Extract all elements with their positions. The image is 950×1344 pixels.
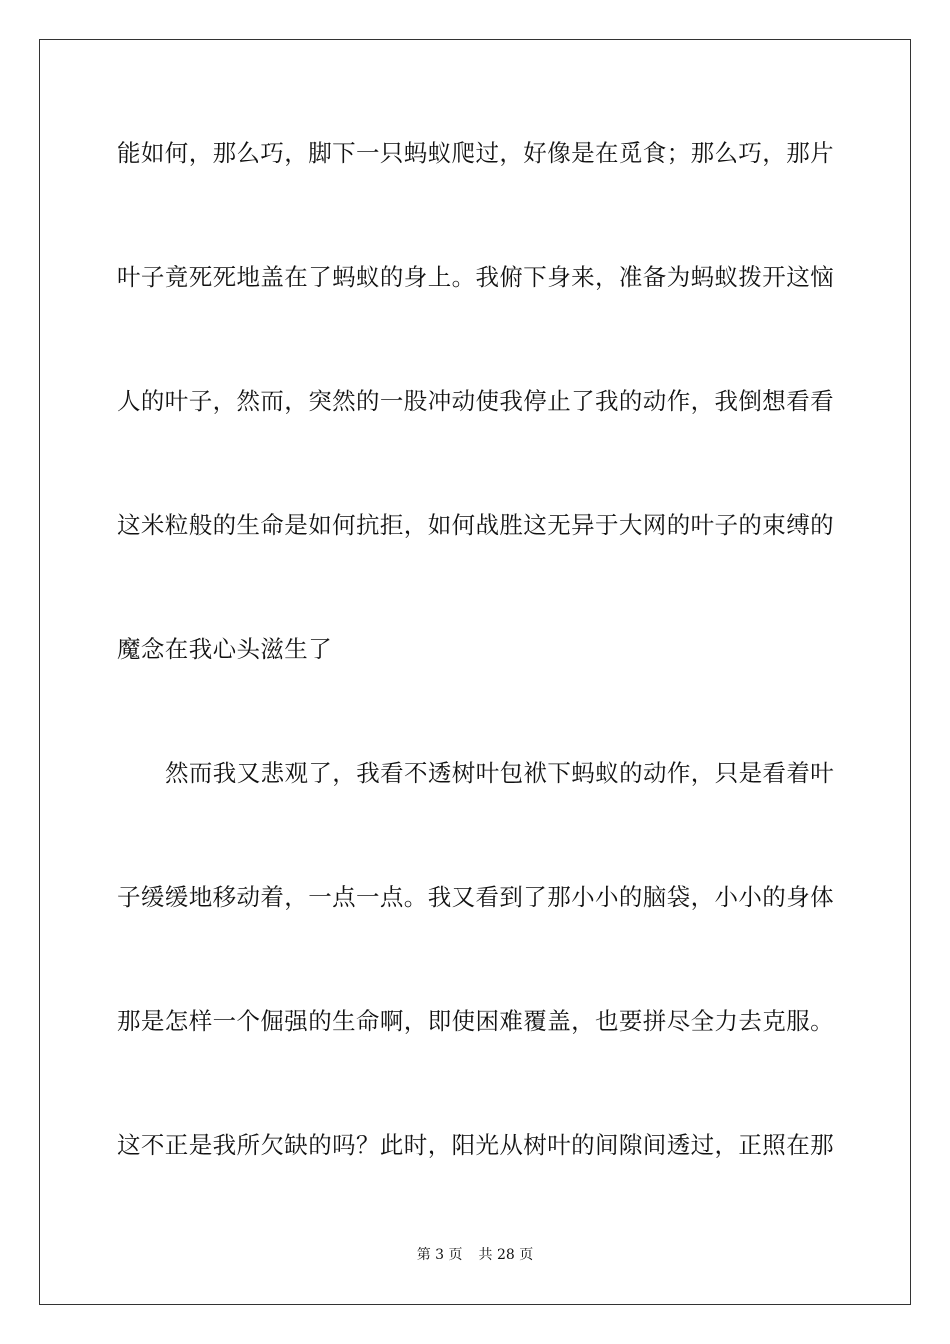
page-footer bbox=[0, 1246, 950, 1264]
text-line-1: 能如何，那么巧，脚下一只蚂蚁爬过，好像是在觅食；那么巧，那片 bbox=[117, 139, 834, 167]
page-total: 共 28 页 bbox=[478, 1247, 534, 1263]
text-line-8: 那是怎样一个倔强的生命啊，即使困难覆盖，也要拼尽全力去克服。 bbox=[117, 1007, 834, 1035]
text-line-7: 子缓缓地移动着，一点一点。我又看到了那小小的脑袋，小小的身体 bbox=[117, 883, 834, 911]
text-line-9: 这不正是我所欠缺的吗？此时，阳光从树叶的间隙间透过，正照在那 bbox=[117, 1131, 834, 1159]
text-line-6: 然而我又悲观了，我看不透树叶包袱下蚂蚁的动作，只是看着叶 bbox=[165, 759, 835, 787]
text-line-2: 叶子竟死死地盖在了蚂蚁的身上。我俯下身来，准备为蚂蚁拨开这恼 bbox=[117, 263, 834, 291]
text-line-4: 这米粒般的生命是如何抗拒，如何战胜这无异于大网的叶子的束缚的 bbox=[117, 511, 834, 539]
page-border bbox=[39, 39, 911, 1305]
text-line-3: 人的叶子，然而，突然的一股冲动使我停止了我的动作，我倒想看看 bbox=[117, 387, 834, 415]
text-line-5: 魔念在我心头滋生了 bbox=[117, 635, 333, 663]
page-number: 第 3 页 bbox=[416, 1247, 463, 1263]
